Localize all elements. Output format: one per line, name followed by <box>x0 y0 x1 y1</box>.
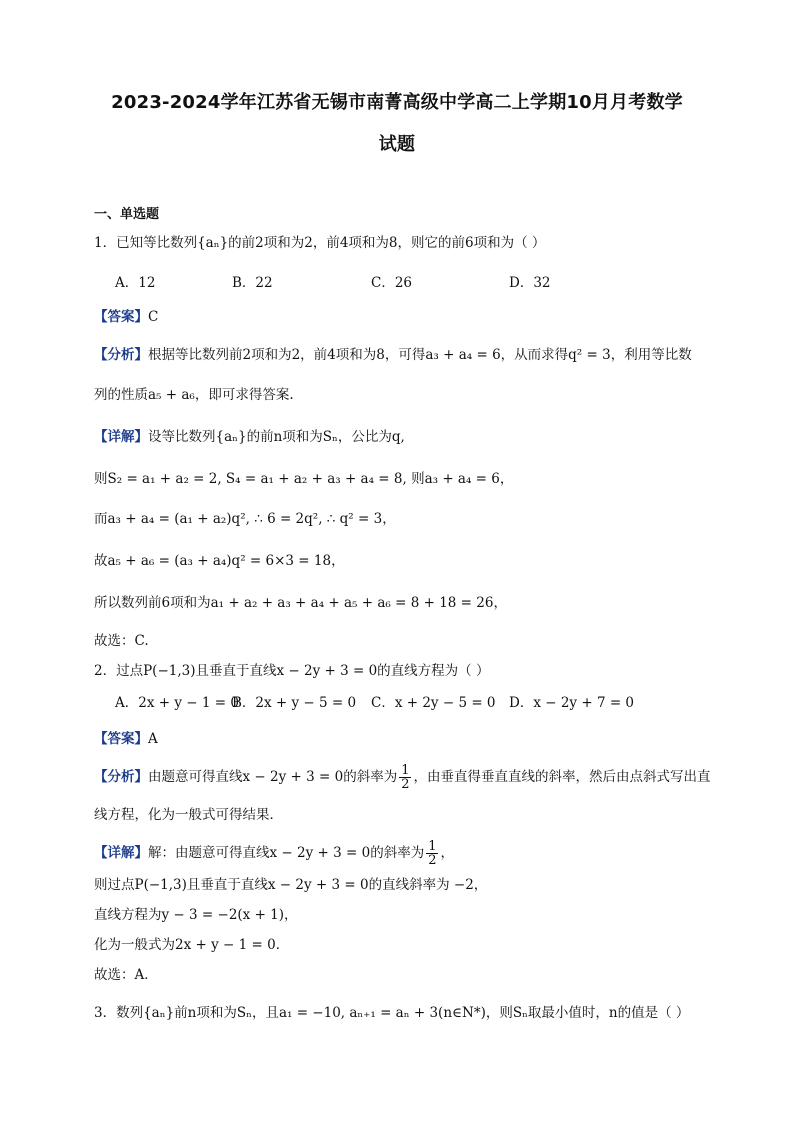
question-2-option-c: C．x + 2y − 5 = 0 <box>371 695 496 711</box>
answer-tag: 【答案】 <box>94 731 148 747</box>
question-2-analysis-line-2: 线方程，化为一般式可得结果． <box>94 807 283 823</box>
question-2-detail-line-2: 则过点P(−1,3)且垂直于直线x − 2y + 3 = 0的直线斜率为 −2， <box>94 877 488 893</box>
answer-tag: 【答案】 <box>94 309 148 325</box>
question-1-option-c: C．26 <box>371 275 413 291</box>
question-1-detail-line-1 <box>94 428 405 446</box>
page-title-line-2: 试题 <box>378 134 416 155</box>
question-1-detail-line-5: 所以数列前6项和为a₁ + a₂ + a₃ + a₄ + a₅ + a₆ = 8 + 18 = 26， <box>94 595 507 611</box>
question-1-detail-line-2: 则S₂ = a₁ + a₂ = 2, S₄ = a₁ + a₂ + a₃ + a₄ = 8, 则a₃ + a₄ = 6， <box>94 471 514 487</box>
question-1-analysis-line-2: 列的性质a₅ + a₆，即可求得答案. <box>94 387 294 403</box>
question-2-stem: 2．过点P(−1,3)且垂直于直线x − 2y + 3 = 0的直线方程为（ ） <box>94 663 490 679</box>
analysis-text-a: 由题意可得直线x − 2y + 3 = 0的斜率为 <box>148 769 398 785</box>
question-2-option-b: B．2x + y − 5 = 0 <box>232 695 357 711</box>
question-2-option-d: D．x − 2y + 7 = 0 <box>509 695 635 711</box>
question-1-answer <box>94 308 158 326</box>
question-1-analysis-line-1 <box>94 346 692 364</box>
detail-tag: 【详解】 <box>94 845 148 861</box>
question-2-detail-line-4: 化为一般式为2x + y − 1 = 0． <box>94 937 290 953</box>
question-1-option-d: D．32 <box>509 275 551 291</box>
page-title-line-1: 2023-2024学年江苏省无锡市南菁高级中学高二上学期10月月考数学 <box>111 92 683 113</box>
question-1-stem: 1．已知等比数列{aₙ}的前2项和为2，前4项和为8，则它的前6项和为（ ） <box>94 235 546 251</box>
detail-text-a: 解：由题意可得直线x − 2y + 3 = 0的斜率为 <box>148 845 425 861</box>
question-2-detail-line-5: 故选：A． <box>94 967 158 983</box>
fraction-numerator: 1 <box>401 763 410 778</box>
question-2-option-a: A．2x + y − 1 = 0 <box>115 695 239 711</box>
fraction-numerator: 1 <box>428 839 437 854</box>
section-heading: 一、单选题 <box>94 207 160 222</box>
fraction-denominator: 2 <box>401 777 410 792</box>
analysis-text-b: ，由垂直得垂直直线的斜率，然后由点斜式写出直 <box>413 769 711 785</box>
fraction-denominator: 2 <box>428 853 437 868</box>
answer-value: A <box>148 731 158 747</box>
question-1-detail-line-4: 故a₅ + a₆ = (a₃ + a₄)q² = 6×3 = 18， <box>94 553 345 569</box>
analysis-tag: 【分析】 <box>94 769 148 785</box>
question-2-detail-line-3: 直线方程为y − 3 = −2(x + 1)， <box>94 907 298 923</box>
answer-value: C <box>148 309 159 325</box>
fraction-one-half <box>399 764 411 791</box>
question-1-option-b: B．22 <box>232 275 273 291</box>
question-2-detail-line-1 <box>94 840 454 867</box>
fraction-one-half <box>426 840 438 867</box>
question-3-stem: 3．数列{aₙ}前n项和为Sₙ，且a₁ = −10, aₙ₊₁ = aₙ + 3(n∈N*)，则Sₙ取最小值时，n的值是（ ） <box>94 1005 690 1021</box>
analysis-tag: 【分析】 <box>94 347 148 363</box>
question-2-analysis-line-1 <box>94 764 710 791</box>
question-1-detail-line-6: 故选：C. <box>94 633 149 649</box>
question-1-option-a: A．12 <box>115 275 156 291</box>
detail-tag: 【详解】 <box>94 429 148 445</box>
question-2-answer <box>94 730 158 748</box>
detail-text: 设等比数列{aₙ}的前n项和为Sₙ，公比为q, <box>148 429 405 445</box>
question-1-detail-line-3: 而a₃ + a₄ = (a₁ + a₂)q², ∴ 6 = 2q², ∴ q² = 3， <box>94 511 396 527</box>
detail-text-b: ， <box>440 845 454 861</box>
analysis-text: 根据等比数列前2项和为2，前4项和为8，可得a₃ + a₄ = 6，从而求得q² = 3，利用等比数 <box>148 347 692 363</box>
